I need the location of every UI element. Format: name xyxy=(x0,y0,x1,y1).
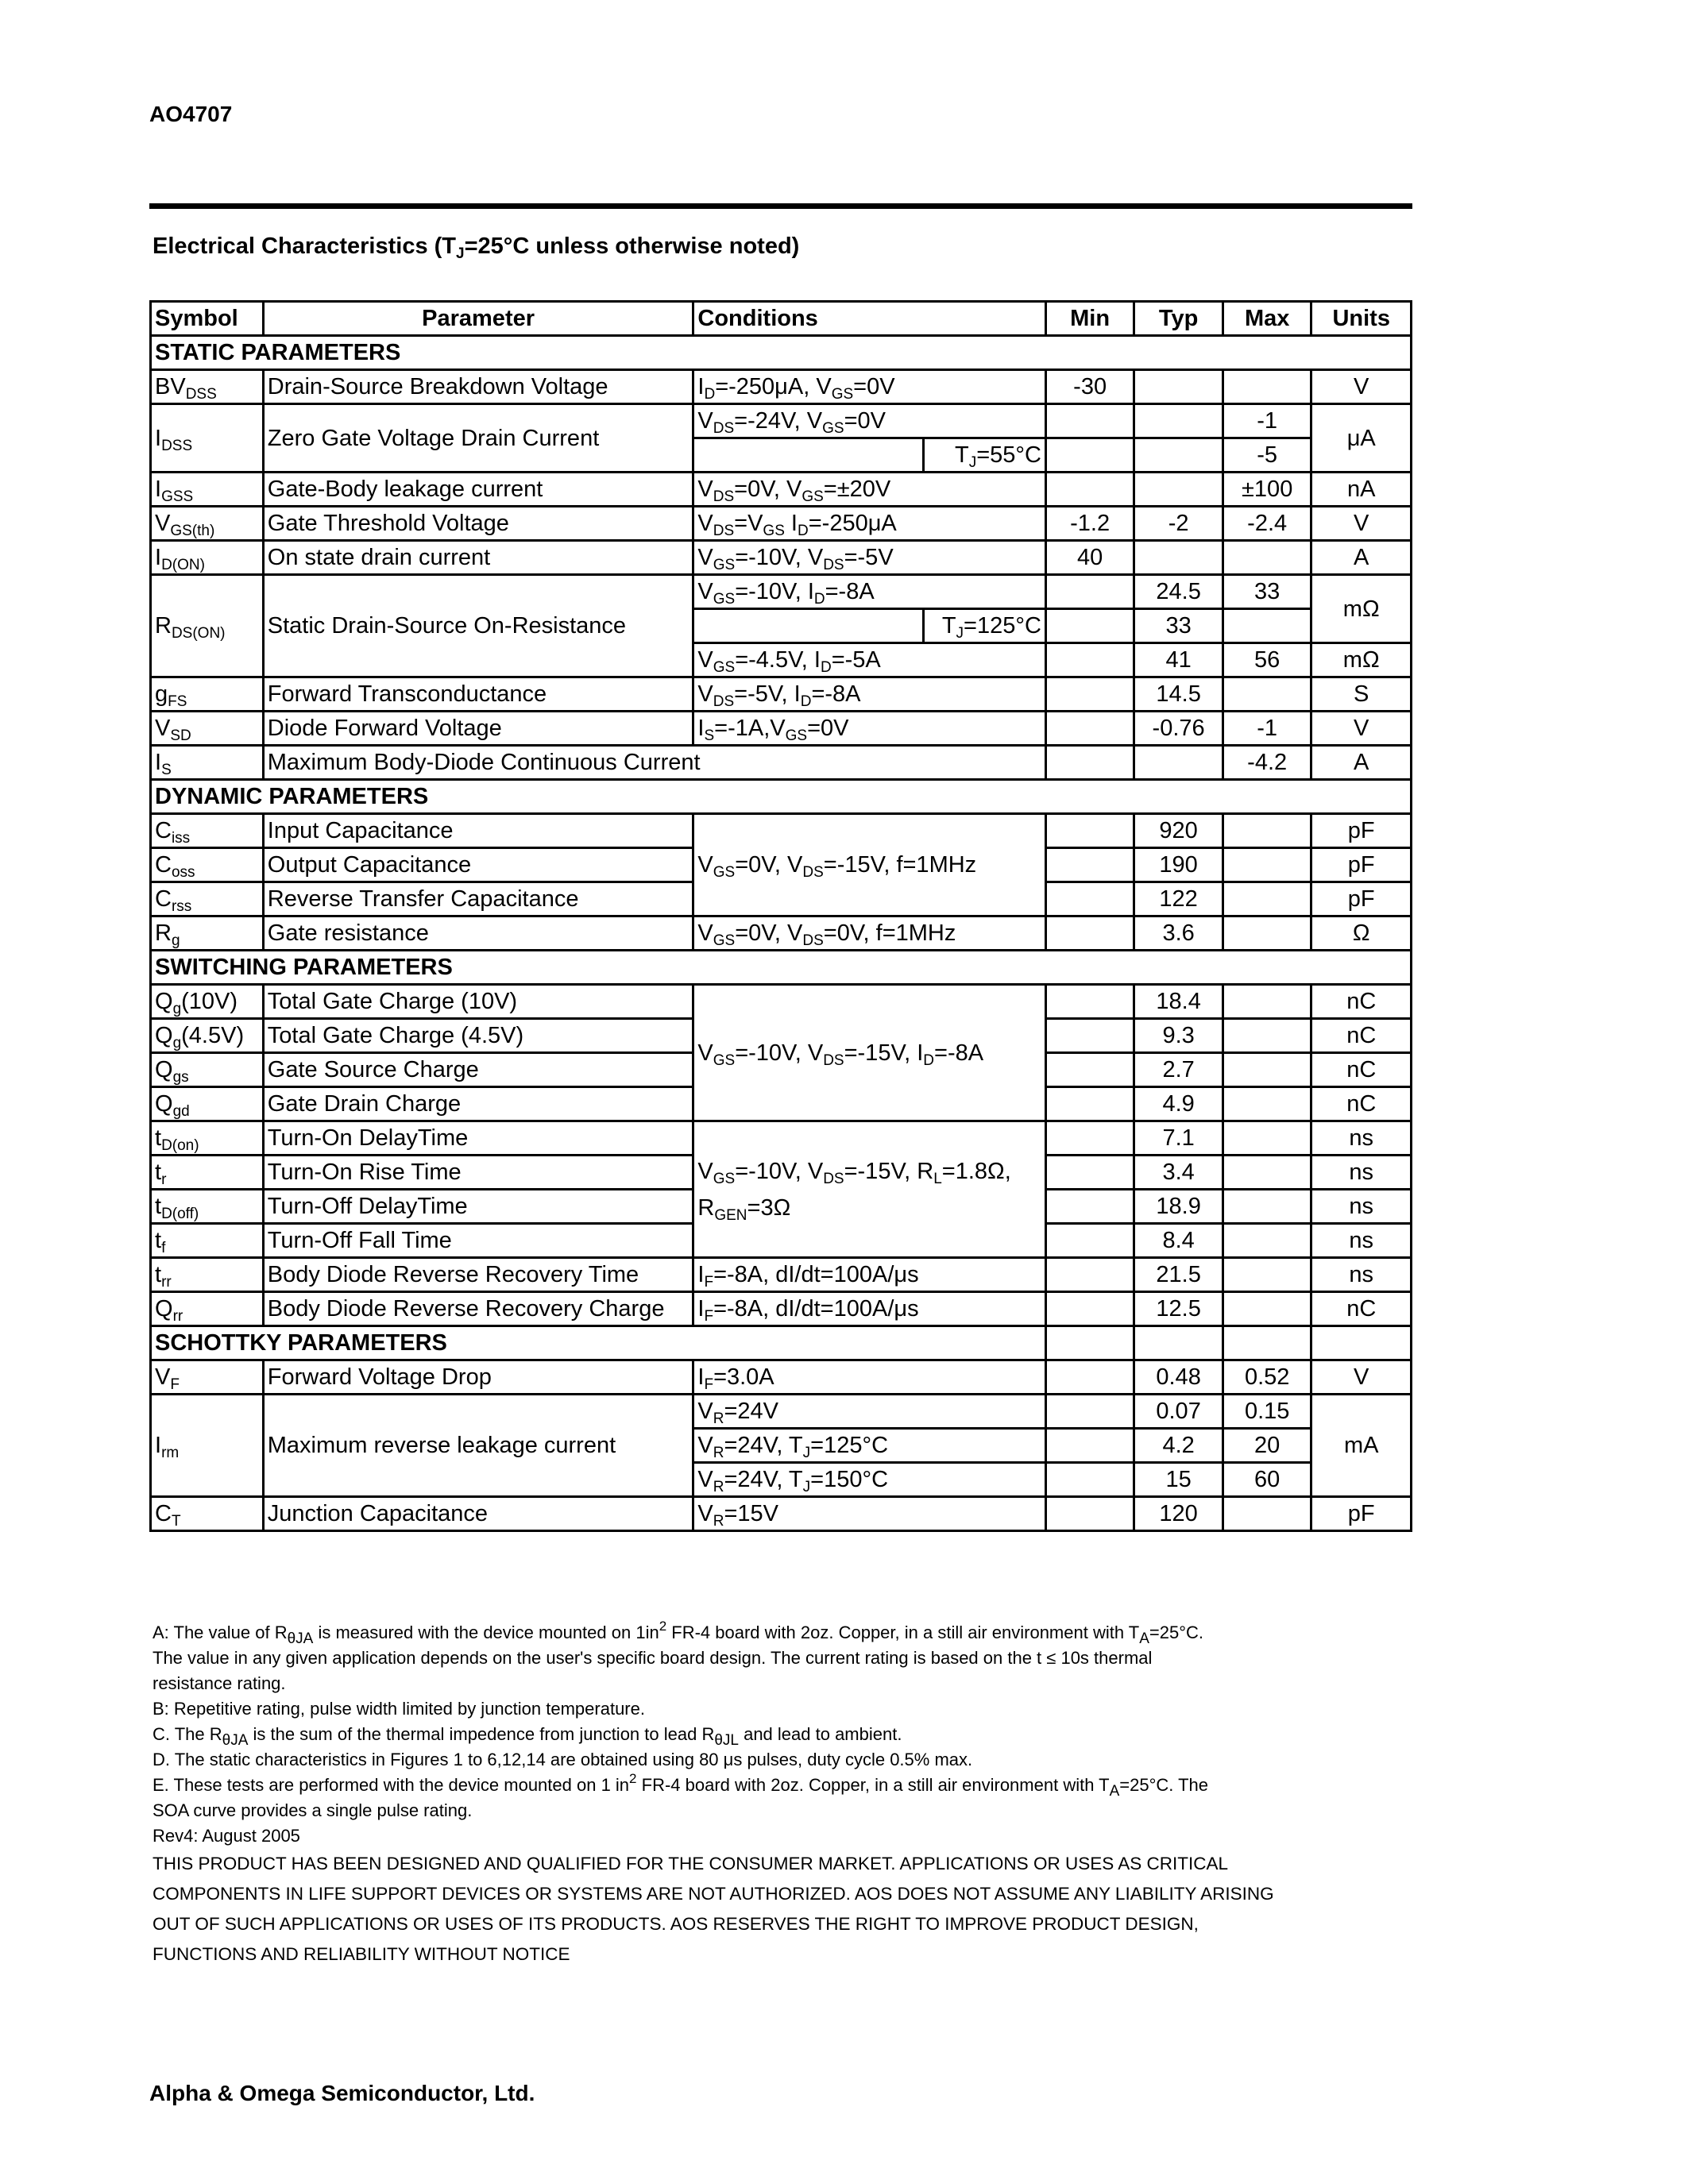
max-cell: 60 xyxy=(1223,1463,1311,1497)
unit-cell: pF xyxy=(1311,1497,1412,1531)
conditions-cell: $V_{GS}=-10V$, $V_{DS}=-15V$, $I_D=-8A$ xyxy=(693,985,1046,1121)
max-cell: 0.15 xyxy=(1223,1395,1311,1429)
disclaimer-line-1: THIS PRODUCT HAS BEEN DESIGNED AND QUALIFIED FOR THE CONSUMER MARKET. APPLICATIONS OR USES AS CRITICAL xyxy=(153,1854,1228,1873)
header-min: Min xyxy=(1045,302,1134,336)
parameter-cell: Gate Source Charge xyxy=(263,1053,693,1087)
typ-cell: 21.5 xyxy=(1134,1258,1223,1292)
min-cell xyxy=(1045,404,1134,438)
typ-cell: 120 xyxy=(1134,1497,1223,1531)
conditions-cell: $V_{GS}=0V$, $V_{DS}=0V$, f=1MHz xyxy=(693,916,1046,951)
symbol-cell: $g_{FS}$ xyxy=(151,677,264,712)
header-typ: Typ xyxy=(1134,302,1223,336)
symbol-cell: $I_{rm}$ xyxy=(151,1395,264,1497)
note-c: C. The $R_{\theta JA}$ is the sum of the thermal impedence from junction to lead $R_{\theta JL}$ and lead to ambient. xyxy=(153,1724,902,1749)
typ-cell: 14.5 xyxy=(1134,677,1223,712)
table-row-vgsth xyxy=(151,507,1412,541)
table-row-tdon xyxy=(151,1121,1412,1156)
unit-cell: nA xyxy=(1311,473,1412,507)
unit-cell: S xyxy=(1311,677,1412,712)
max-cell: -5 xyxy=(1223,438,1311,473)
min-cell: 40 xyxy=(1045,541,1134,575)
symbol-cell: $Q_{gs}$ xyxy=(151,1053,264,1087)
parameter-cell: Turn-On DelayTime xyxy=(263,1121,693,1156)
parameter-cell: Gate resistance xyxy=(263,916,693,951)
parameter-cell: On state drain current xyxy=(263,541,693,575)
company-footer: Alpha & Omega Semiconductor, Ltd. xyxy=(149,2081,535,2105)
note-a-line2: The value in any given application depends on the user's specific board design. The current rating is based on the t ≤ 10s thermal xyxy=(153,1648,1153,1668)
typ-cell: 2.7 xyxy=(1134,1053,1223,1087)
group-label-dynamic: DYNAMIC PARAMETERS xyxy=(151,780,1412,814)
conditions-cell: $I_F=-8A$, dI/dt=100A/μs xyxy=(693,1258,1046,1292)
symbol-cell: $V_F$ xyxy=(151,1360,264,1395)
parameter-cell: Junction Capacitance xyxy=(263,1497,693,1531)
unit-cell: A xyxy=(1311,746,1412,780)
disclaimer-line-3: OUT OF SUCH APPLICATIONS OR USES OF ITS PRODUCTS. AOS RESERVES THE RIGHT TO IMPROVE PRODUCT DESIGN, xyxy=(153,1914,1199,1934)
section-title xyxy=(153,233,799,260)
unit-cell: ns xyxy=(1311,1156,1412,1190)
parameter-cell: Maximum reverse leakage current xyxy=(263,1395,693,1497)
unit-cell: mΩ xyxy=(1311,643,1412,677)
typ-cell: 15 xyxy=(1134,1463,1223,1497)
symbol-cell: $t_{D(on)}$ xyxy=(151,1121,264,1156)
conditions-cell: $I_F=3.0A$ xyxy=(693,1360,1046,1395)
part-number: AO4707 xyxy=(149,102,233,126)
conditions-cell: $V_R=24V$, $T_J=125^\circ C$ xyxy=(693,1429,1046,1463)
parameter-cell: Output Capacitance xyxy=(263,848,693,882)
header-symbol: Symbol xyxy=(151,302,264,336)
conditions-cell: $V_R=15V$ xyxy=(693,1497,1046,1531)
conditions-cell: $I_S=-1A,V_{GS}=0V$ xyxy=(693,712,1046,746)
typ-cell: 33 xyxy=(1134,609,1223,643)
max-cell: 56 xyxy=(1223,643,1311,677)
parameter-cell: Body Diode Reverse Recovery Time xyxy=(263,1258,693,1292)
group-row-schottky xyxy=(151,1326,1412,1360)
max-cell: -1 xyxy=(1223,712,1311,746)
note-e-line2: SOA curve provides a single pulse rating. xyxy=(153,1800,473,1820)
header-units: Units xyxy=(1311,302,1412,336)
unit-cell: nC xyxy=(1311,985,1412,1019)
conditions-cell: $V_{GS}=0V$, $V_{DS}=-15V$, f=1MHz xyxy=(693,814,1046,916)
typ-cell: 12.5 xyxy=(1134,1292,1223,1326)
symbol-cell: $t_r$ xyxy=(151,1156,264,1190)
typ-cell: 24.5 xyxy=(1134,575,1223,609)
group-label-schottky: SCHOTTKY PARAMETERS xyxy=(151,1326,1046,1360)
typ-cell: 3.4 xyxy=(1134,1156,1223,1190)
unit-cell: ns xyxy=(1311,1121,1412,1156)
unit-cell: V xyxy=(1311,370,1412,404)
table-row-vf xyxy=(151,1360,1412,1395)
unit-cell: nC xyxy=(1311,1087,1412,1121)
conditions-cell: $I_D=-250\mu A$, $V_{GS}=0V$ xyxy=(693,370,1046,404)
note-b: B: Repetitive rating, pulse width limited by junction temperature. xyxy=(153,1699,645,1719)
max-cell xyxy=(1223,370,1311,404)
group-row-dynamic xyxy=(151,780,1412,814)
table-row-ct xyxy=(151,1497,1412,1531)
conditions-cell: $V_{DS}=0V$, $V_{GS}=\pm 20V$ xyxy=(693,473,1046,507)
parameter-cell: Turn-On Rise Time xyxy=(263,1156,693,1190)
conditions-cell: $V_{GS}=-10V$, $I_D=-8A$ xyxy=(693,575,1046,609)
conditions-cell: $V_R=24V$ xyxy=(693,1395,1046,1429)
symbol-cell: $C_{iss}$ xyxy=(151,814,264,848)
header-max: Max xyxy=(1223,302,1311,336)
parameter-cell: Turn-Off DelayTime xyxy=(263,1190,693,1224)
typ-cell: 8.4 xyxy=(1134,1224,1223,1258)
symbol-cell: $C_{oss}$ xyxy=(151,848,264,882)
symbol-cell: $R_g$ xyxy=(151,916,264,951)
table-row-bvdss xyxy=(151,370,1412,404)
typ-cell: 4.2 xyxy=(1134,1429,1223,1463)
unit-cell: nC xyxy=(1311,1053,1412,1087)
symbol-cell: $V_{GS(th)}$ xyxy=(151,507,264,541)
unit-cell: pF xyxy=(1311,814,1412,848)
unit-cell: ns xyxy=(1311,1190,1412,1224)
min-cell: -1.2 xyxy=(1045,507,1134,541)
symbol-cell: $V_{SD}$ xyxy=(151,712,264,746)
header-conditions: Conditions xyxy=(693,302,1046,336)
max-cell: 0.52 xyxy=(1223,1360,1311,1395)
conditions-cell: $V_{DS}=-5V$, $I_D=-8A$ xyxy=(693,677,1046,712)
unit-cell: μA xyxy=(1311,404,1412,473)
table-row-ciss xyxy=(151,814,1412,848)
max-cell: ±100 xyxy=(1223,473,1311,507)
revision: Rev4: August 2005 xyxy=(153,1826,300,1846)
note-a: A: The value of $R_{\theta JA}$ is measured with the device mounted on $1in^2$ FR-4 board with 2oz. Copper, in a still air environment with $T_A=25^\circ C$. xyxy=(153,1619,1204,1647)
table-row-qrr xyxy=(151,1292,1412,1326)
unit-cell: V xyxy=(1311,1360,1412,1395)
parameter-cell: Diode Forward Voltage xyxy=(263,712,693,746)
group-label-static: STATIC PARAMETERS xyxy=(151,336,1412,370)
symbol-cell: $BV_{DSS}$ xyxy=(151,370,264,404)
symbol-cell: $Q_g(10V)$ xyxy=(151,985,264,1019)
conditions-cell: $I_F=-8A$, dI/dt=100A/μs xyxy=(693,1292,1046,1326)
typ-cell: 18.9 xyxy=(1134,1190,1223,1224)
min-cell: -30 xyxy=(1045,370,1134,404)
parameter-cell: Forward Voltage Drop xyxy=(263,1360,693,1395)
unit-cell: pF xyxy=(1311,882,1412,916)
conditions-cell: $T_J=125^\circ C$ xyxy=(923,609,1045,643)
conditions-cell: $V_{GS}=-4.5V$, $I_D=-5A$ xyxy=(693,643,1046,677)
table-row-qg10 xyxy=(151,985,1412,1019)
typ-cell: 190 xyxy=(1134,848,1223,882)
symbol-cell: $t_{D(off)}$ xyxy=(151,1190,264,1224)
typ-cell: 920 xyxy=(1134,814,1223,848)
typ-cell: 3.6 xyxy=(1134,916,1223,951)
typ-cell: 4.9 xyxy=(1134,1087,1223,1121)
typ-cell xyxy=(1134,404,1223,438)
parameter-cell: Input Capacitance xyxy=(263,814,693,848)
symbol-cell: $Q_g(4.5V)$ xyxy=(151,1019,264,1053)
note-a-line3: resistance rating. xyxy=(153,1673,286,1693)
group-row-static xyxy=(151,336,1412,370)
disclaimer-line-4: FUNCTIONS AND RELIABILITY WITHOUT NOTICE xyxy=(153,1944,570,1964)
parameter-cell: Total Gate Charge (4.5V) xyxy=(263,1019,693,1053)
symbol-cell: $I_{D(ON)}$ xyxy=(151,541,264,575)
footnotes xyxy=(153,1620,1455,1970)
conditions-cell: $V_{GS}=-10V$, $V_{DS}=-5V$ xyxy=(693,541,1046,575)
symbol-cell: $I_{DSS}$ xyxy=(151,404,264,473)
max-cell: -4.2 xyxy=(1223,746,1311,780)
typ-cell: 122 xyxy=(1134,882,1223,916)
table-header-row xyxy=(151,302,1412,336)
table-row-gfs xyxy=(151,677,1412,712)
unit-cell: V xyxy=(1311,507,1412,541)
conditions-cell: $V_{DS}=V_{GS}$ $I_D=-250\mu A$ xyxy=(693,507,1046,541)
electrical-characteristics-table xyxy=(149,300,1412,1532)
unit-cell: mA xyxy=(1311,1395,1412,1497)
max-cell: -1 xyxy=(1223,404,1311,438)
symbol-cell: $C_T$ xyxy=(151,1497,264,1531)
table-row-trr xyxy=(151,1258,1412,1292)
note-d: D. The static characteristics in Figures 1 to 6,12,14 are obtained using 80 μs pulses, duty cycle 0.5% max. xyxy=(153,1750,973,1769)
parameter-cell: Static Drain-Source On-Resistance xyxy=(263,575,693,677)
table-row-is xyxy=(151,746,1412,780)
typ-cell: -2 xyxy=(1134,507,1223,541)
unit-cell: mΩ xyxy=(1311,575,1412,643)
unit-cell: pF xyxy=(1311,848,1412,882)
typ-cell: 7.1 xyxy=(1134,1121,1223,1156)
table-row-rdson-1 xyxy=(151,575,1412,609)
symbol-cell: $t_{rr}$ xyxy=(151,1258,264,1292)
group-label-switching: SWITCHING PARAMETERS xyxy=(151,951,1412,985)
table-row-igss xyxy=(151,473,1412,507)
conditions-cell: $V_{DS}=-24V$, $V_{GS}=0V$ xyxy=(693,404,1046,438)
symbol-cell: $I_{GSS}$ xyxy=(151,473,264,507)
typ-cell: 9.3 xyxy=(1134,1019,1223,1053)
parameter-cell: Turn-Off Fall Time xyxy=(263,1224,693,1258)
symbol-cell: $Q_{gd}$ xyxy=(151,1087,264,1121)
header-rule xyxy=(149,203,1412,209)
unit-cell: A xyxy=(1311,541,1412,575)
table-row-rg xyxy=(151,916,1412,951)
symbol-cell: $R_{DS(ON)}$ xyxy=(151,575,264,677)
conditions-cell: $V_R=24V$, $T_J=150^\circ C$ xyxy=(693,1463,1046,1497)
unit-cell: ns xyxy=(1311,1258,1412,1292)
max-cell: 33 xyxy=(1223,575,1311,609)
parameter-cell: Forward Transconductance xyxy=(263,677,693,712)
parameter-cell: Gate Drain Charge xyxy=(263,1087,693,1121)
symbol-cell: $C_{rss}$ xyxy=(151,882,264,916)
typ-cell: 0.48 xyxy=(1134,1360,1223,1395)
parameter-cell: Maximum Body-Diode Continuous Current xyxy=(263,746,1045,780)
note-e: E. These tests are performed with the device mounted on 1 $in^2$ FR-4 board with 2oz. Copper, in a still air environment with $T_A=25^\circ C$. The xyxy=(153,1771,1209,1800)
conditions-cell: $V_{GS}=-10V$, $V_{DS}=-15V$, $R_L=1.8\Omega$, $R_{GEN}=3\Omega$ xyxy=(693,1121,1046,1258)
max-cell: 20 xyxy=(1223,1429,1311,1463)
table-row-idon xyxy=(151,541,1412,575)
typ-cell: -0.76 xyxy=(1134,712,1223,746)
disclaimer-line-2: COMPONENTS IN LIFE SUPPORT DEVICES OR SYSTEMS ARE NOT AUTHORIZED. AOS DOES NOT ASSUME ANY LIABILITY ARISING xyxy=(153,1884,1274,1904)
max-cell: -2.4 xyxy=(1223,507,1311,541)
parameter-cell: Zero Gate Voltage Drain Current xyxy=(263,404,693,473)
parameter-cell: Reverse Transfer Capacitance xyxy=(263,882,693,916)
unit-cell: V xyxy=(1311,712,1412,746)
conditions-cell: $T_J=55^\circ C$ xyxy=(923,438,1045,473)
section-title-sub: J xyxy=(456,245,465,262)
typ-cell xyxy=(1134,370,1223,404)
symbol-cell: $I_S$ xyxy=(151,746,264,780)
typ-cell: 18.4 xyxy=(1134,985,1223,1019)
parameter-cell: Gate Threshold Voltage xyxy=(263,507,693,541)
symbol-cell: $Q_{rr}$ xyxy=(151,1292,264,1326)
unit-cell: nC xyxy=(1311,1292,1412,1326)
group-row-switching xyxy=(151,951,1412,985)
parameter-cell: Total Gate Charge (10V) xyxy=(263,985,693,1019)
table-row-idss-1 xyxy=(151,404,1412,438)
unit-cell: ns xyxy=(1311,1224,1412,1258)
table-row-irm-1 xyxy=(151,1395,1412,1429)
section-title-pre: Electrical Characteristics (T xyxy=(153,233,457,259)
parameter-cell: Drain-Source Breakdown Voltage xyxy=(263,370,693,404)
unit-cell: Ω xyxy=(1311,916,1412,951)
symbol-cell: $t_f$ xyxy=(151,1224,264,1258)
parameter-cell: Gate-Body leakage current xyxy=(263,473,693,507)
typ-cell: 41 xyxy=(1134,643,1223,677)
header-parameter: Parameter xyxy=(263,302,693,336)
unit-cell: nC xyxy=(1311,1019,1412,1053)
parameter-cell: Body Diode Reverse Recovery Charge xyxy=(263,1292,693,1326)
typ-cell: 0.07 xyxy=(1134,1395,1223,1429)
table-row-vsd xyxy=(151,712,1412,746)
section-title-post: =25°C unless otherwise noted) xyxy=(464,233,800,259)
